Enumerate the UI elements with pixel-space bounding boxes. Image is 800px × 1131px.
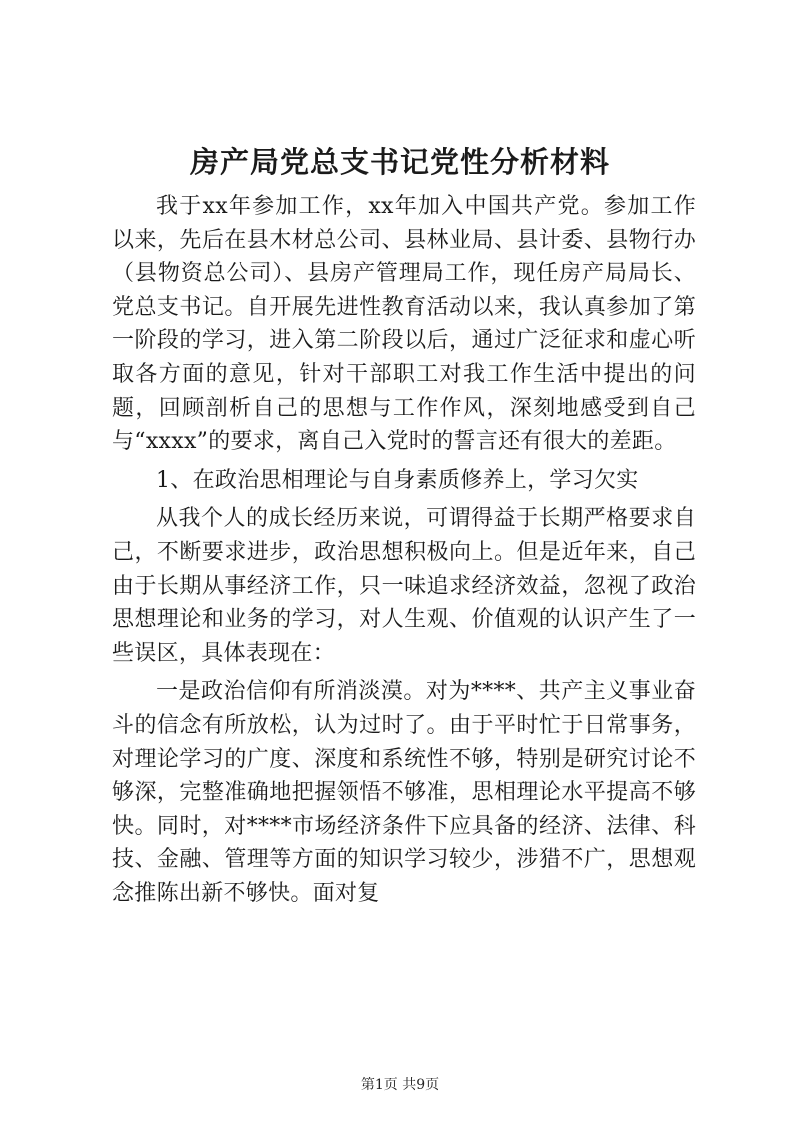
document-body [112, 190, 696, 915]
document-title: 房产局党总支书记党性分析材料 [189, 145, 610, 179]
page-footer: 第1页 共9页 [360, 1077, 440, 1093]
section-heading-1: 1、在政治思相理论与自身素质修养上，学习欠实 [156, 467, 639, 493]
paragraph-growth: 从我个人的成长经历来说，可谓得益于长期严格要求自己，不断要求进步，政治思想积极向上。但是近年来，自己由于长期从事经济工作，只一味追求经济效益，忽视了政治思想理论和业务的学习，对人生观、价值观的认识产生了一些误区，具体表现在： [112, 506, 696, 666]
paragraph-political-belief: 一是政治信仰有所消淡漠。对为****、共产主义事业奋斗的信念有所放松，认为过时了。由于平时忙于日常事务，对理论学习的广度、深度和系统性不够，特别是研究讨论不够深，完整准确地把握领悟不够准，思相理论水平提高不够快。同时，对****市场经济条件下应具备的经济、法律、科技、金融、管理等方面的知识学习较少，涉猎不广，思想观念推陈出新不够快。面对复 [112, 679, 696, 906]
paragraph-intro: 我于xx年参加工作，xx年加入中国共产党。参加工作以来，先后在县木材总公司、县林业局、县计委、县物行办（县物资总公司）、县房产管理局工作，现任房产局局长、党总支书记。自开展先进性教育活动以来，我认真参加了第一阶段的学习，进入第二阶段以后，通过广泛征求和虚心听取各方面的意见，针对干部职工对我工作生活中提出的问题，回顾剖析自己的思想与工作作风，深刻地感受到自己与“xxxx”的要求，离自己入党时的誓言还有很大的差距。 [112, 194, 696, 455]
